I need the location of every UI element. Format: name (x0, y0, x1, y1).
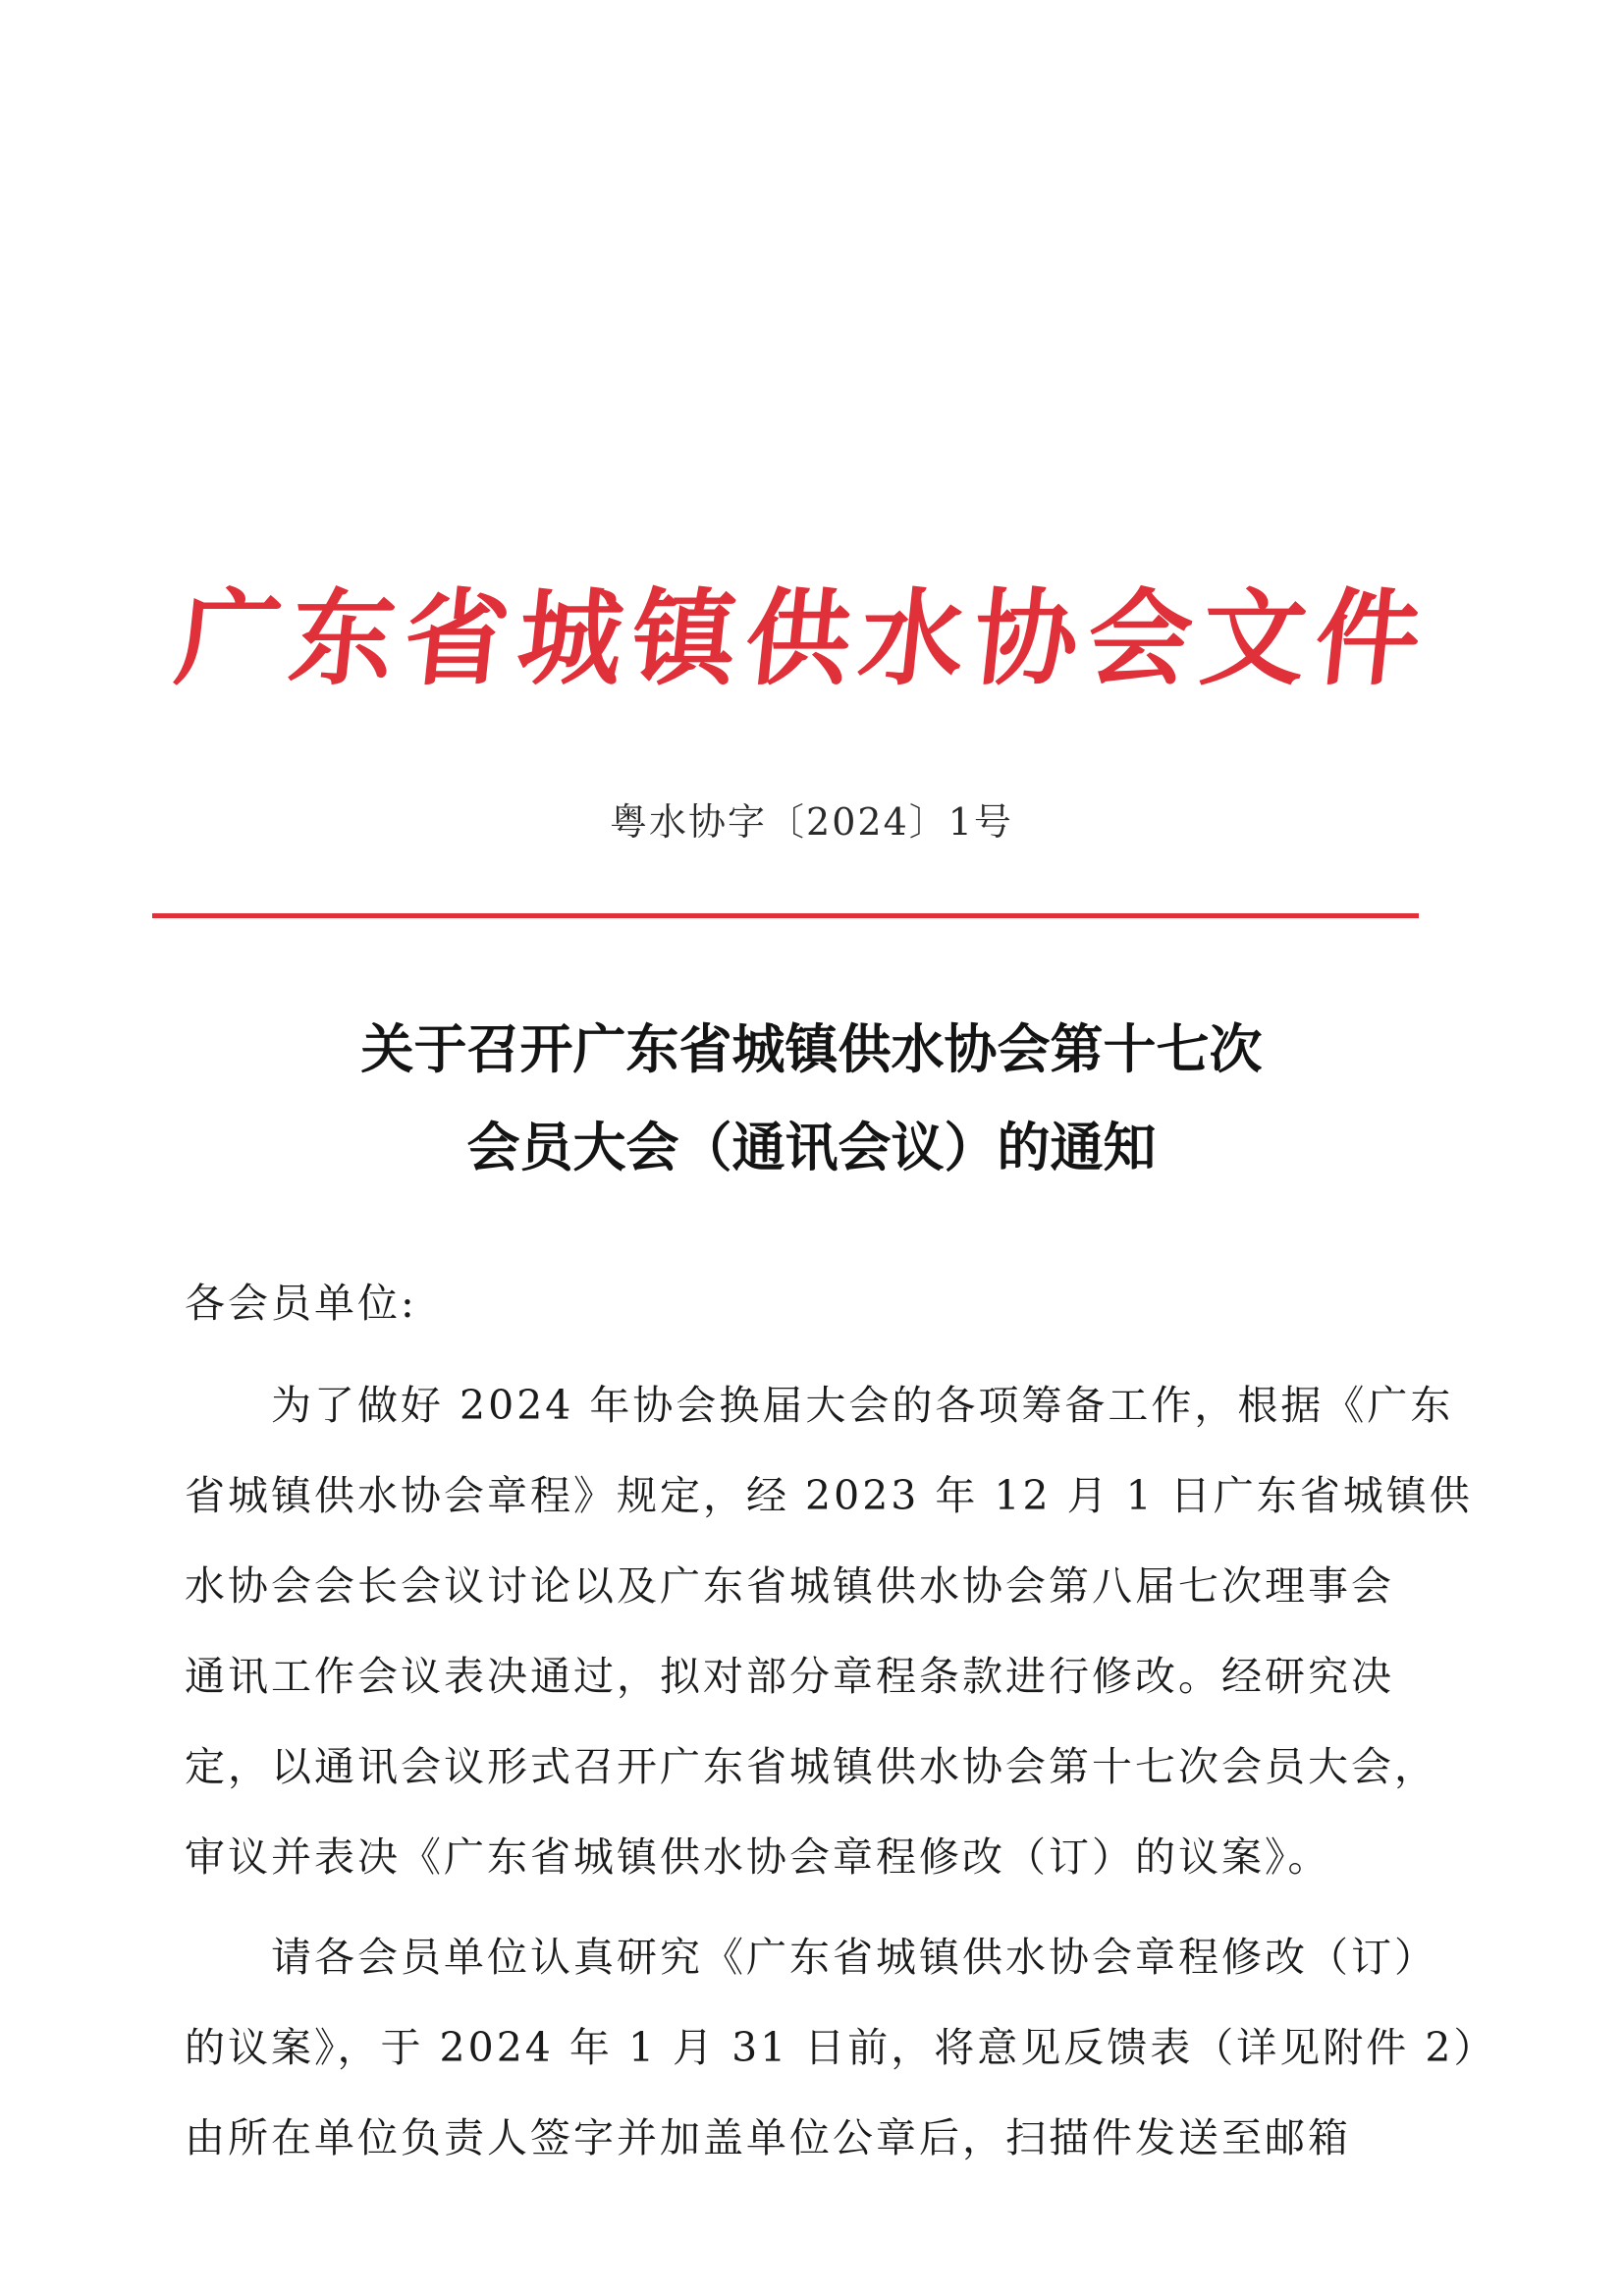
paragraph-line: 的议案》，于 2024 年 1 月 31 日前，将意见反馈表（详见附件 2） (185, 2024, 1497, 2071)
paragraph-line: 由所在单位负责人签字并加盖单位公章后，扫描件发送至邮箱 (185, 2114, 1351, 2161)
paragraph-line: 审议并表决《广东省城镇供水协会章程修改（订）的议案》。 (185, 1833, 1331, 1881)
body-paragraph-2 (185, 1912, 1497, 2183)
paragraph-line: 定，以通讯会议形式召开广东省城镇供水协会第十七次会员大会， (185, 1743, 1437, 1790)
salutation: 各会员单位: (185, 1280, 417, 1327)
notice-title-line-1: 关于召开广东省城镇供水协会第十七次 (360, 1017, 1263, 1080)
paragraph-line: 省城镇供水协会章程》规定，经 2023 年 12 月 1 日广东省城镇供 (185, 1472, 1473, 1519)
paragraph-line: 为了做好 2024 年协会换届大会的各项筹备工作，根据《广东 (271, 1382, 1454, 1429)
paragraph-line: 请各会员单位认真研究《广东省城镇供水协会章程修改（订） (271, 1934, 1437, 1981)
notice-title-line-2: 会员大会（通讯会议）的通知 (466, 1116, 1157, 1178)
letterhead-title: 广东省城镇供水协会文件 (170, 576, 1436, 699)
document-number: 粤水协字〔2024〕1号 (610, 800, 1013, 844)
red-divider-line (152, 913, 1419, 918)
paragraph-line: 水协会会长会议讨论以及广东省城镇供水协会第八届七次理事会 (185, 1562, 1394, 1610)
body-paragraph-1 (185, 1360, 1473, 1902)
notice-title (0, 1000, 1623, 1196)
paragraph-line: 通讯工作会议表决通过，拟对部分章程条款进行修改。经研究决 (185, 1653, 1394, 1700)
